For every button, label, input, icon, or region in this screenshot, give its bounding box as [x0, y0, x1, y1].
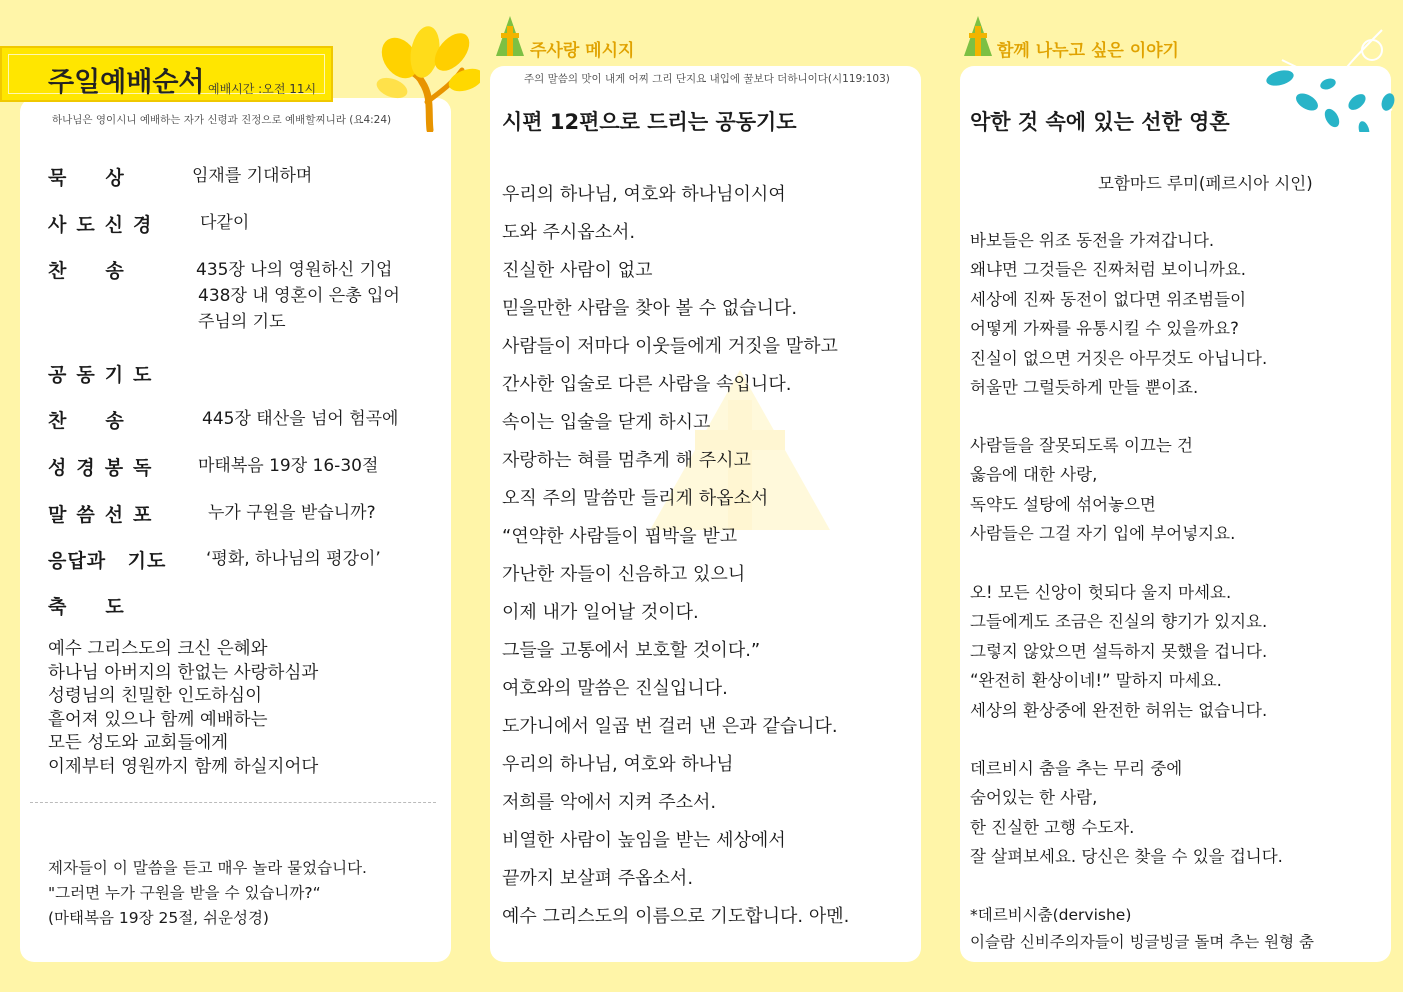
order-value-hymn-1: 435장 나의 영원하신 기업: [196, 260, 393, 280]
cross-icon: [492, 12, 528, 56]
prayer-line: 비열한 사람이 높임을 받는 세상에서: [502, 830, 786, 851]
order-value-hymn-2: 445장 태산을 넘어 험곡에: [202, 409, 399, 429]
order-value-sermon: 누가 구원을 받습니까?: [208, 503, 376, 523]
footnote-term: *데르비시춤(dervishe): [970, 906, 1132, 924]
prayer-line: 자랑하는 혀를 멈추게 해 주시고: [502, 450, 751, 471]
order-label-scripture: 성경봉독: [48, 457, 162, 479]
poem-line: 사람들을 잘못되도록 이끄는 건: [970, 436, 1193, 455]
prayer-line: 속이는 입술을 닫게 하시고: [502, 412, 711, 433]
prayer-line: 그들을 고통에서 보호할 것이다.”: [502, 640, 761, 661]
order-value-response: ‘평화, 하나님의 평강이’: [206, 549, 381, 569]
prayer-body: [502, 176, 849, 936]
prayer-title: 시편 12편으로 드리는 공동기도: [502, 110, 797, 134]
poem-line: 세상의 환상중에 완전한 허위는 없습니다.: [970, 700, 1268, 720]
order-label-meditation: 묵 상: [48, 167, 134, 189]
poem-line: “완전히 환상이네!” 말하지 마세요.: [970, 671, 1222, 691]
prayer-line: 간사한 입술로 다른 사람을 속입니다.: [502, 374, 792, 395]
prayer-line: 이제 내가 일어날 것이다.: [502, 602, 699, 623]
stanza-2: [970, 431, 1235, 549]
order-value-hymn-1-extra: 438장 내 영혼이 은총 입어: [198, 286, 400, 306]
stanza-1: [970, 226, 1267, 402]
theme-verse: 하나님은 영이시니 예배하는 자가 신령과 진정으로 예배할찌니라 (요4:24): [52, 114, 392, 126]
leaves-icon: [1262, 20, 1400, 132]
benediction-text: 예수 그리스도의 크신 은혜와 하나님 아버지의 한없는 사랑하심과 성령님의 친밀한 인도하심이 흩어져 있으나 함께 예배하는 모든 성도와 교회들에게 이제부터 영원까지 함께 하실지어다: [48, 639, 319, 777]
prayer-line: 끝까지 보살펴 주옵소서.: [502, 868, 694, 889]
divider: [30, 802, 436, 803]
order-value-creed: 다같이: [200, 213, 250, 233]
order-label-common-prayer: 공동기도: [48, 364, 162, 386]
message-header: 주사랑 메시지: [530, 41, 635, 61]
prayer-line: 여호와의 말씀은 진실입니다.: [502, 678, 728, 699]
order-label-benediction: 축 도: [48, 596, 134, 618]
message-subverse: 주의 말씀의 맛이 내게 어찌 그리 단지요 내입에 꿀보다 더하니이다(시119:103): [524, 73, 890, 85]
poem-line: 어떻게 가짜를 유통시킬 수 있을까요?: [970, 319, 1239, 339]
poem-line: 왜냐면 그것들은 진짜처럼 보이니까요.: [970, 260, 1247, 280]
order-value-lords-prayer: 주님의 기도: [198, 312, 286, 332]
footnote-text: 이슬람 신비주의자들이 빙글빙글 돌며 추는 원형 춤: [970, 933, 1314, 951]
story-author: 모함마드 루미(페르시아 시인): [1098, 174, 1313, 193]
order-label-creed: 사도신경: [48, 214, 162, 236]
poem-line: 옳음에 대한 사랑,: [970, 465, 1098, 485]
order-label-hymn-1: 찬 송: [48, 260, 134, 282]
footnote: [970, 902, 1314, 956]
order-value-scripture: 마태복음 19장 16-30절: [198, 456, 379, 476]
service-time: 예배시간 :오전 11시: [208, 82, 317, 96]
prayer-line: 도가니에서 일곱 번 걸러 낸 은과 같습니다.: [502, 716, 838, 737]
order-label-sermon: 말씀선포: [48, 504, 162, 526]
poem-line: 데르비시 춤을 추는 무리 중에: [970, 759, 1183, 778]
poem-line: 한 진실한 고행 수도자.: [970, 817, 1135, 837]
page-title: 주일예배순서: [48, 67, 205, 98]
prayer-line: 사람들이 저마다 이웃들에게 거짓을 말하고: [502, 336, 838, 357]
poem-line: 허울만 그럴듯하게 만들 뿐이죠.: [970, 378, 1199, 398]
poem-line: 그렇지 않았으면 설득하지 못했을 겁니다.: [970, 641, 1268, 661]
poem-line: 세상에 진짜 동전이 없다면 위조범들이: [970, 289, 1247, 309]
prayer-line: 가난한 자들이 신음하고 있으니: [502, 564, 746, 585]
prayer-line: 오직 주의 말씀만 들리게 하옵소서: [502, 488, 769, 509]
poem-line: 잘 살펴보세요. 당신은 찾을 수 있을 겁니다.: [970, 847, 1283, 867]
story-header: 함께 나누고 싶은 이야기: [997, 41, 1179, 61]
stanza-4: [970, 754, 1283, 872]
prayer-line: 우리의 하나님, 여호와 하나님이시여: [502, 184, 786, 205]
prayer-line: 진실한 사람이 없고: [502, 260, 653, 281]
prayer-line: 저희를 악에서 지켜 주소서.: [502, 792, 717, 813]
poem-line: 오! 모든 신앙이 헛되다 울지 마세요.: [970, 583, 1232, 602]
poem-line: 독약도 설탕에 섞어놓으면: [970, 494, 1156, 514]
poem-line: 그들에게도 조금은 진실의 향기가 있지요.: [970, 612, 1268, 632]
prayer-line: 믿을만한 사람을 찾아 볼 수 없습니다.: [502, 298, 798, 319]
poem-line: 바보들은 위조 동전을 가져갑니다.: [970, 231, 1215, 250]
prayer-line: “연약한 사람들이 핍박을 받고: [502, 526, 738, 547]
prayer-line: 도와 주시옵소서.: [502, 222, 636, 243]
tree-icon: [370, 22, 480, 132]
story-title: 악한 것 속에 있는 선한 영혼: [970, 110, 1230, 134]
order-label-hymn-2: 찬 송: [48, 410, 134, 432]
prayer-line: 우리의 하나님, 여호와 하나님: [502, 754, 734, 775]
cross-icon: [960, 12, 996, 56]
poem-line: 숨어있는 한 사람,: [970, 788, 1098, 808]
stanza-3: [970, 578, 1267, 725]
closing-verse: 제자들이 이 말씀을 듣고 매우 놀라 물었습니다. "그러면 누가 구원을 받을 수 있습니까?“ (마태복음 19장 25절, 쉬운성경): [48, 859, 367, 927]
order-value-meditation: 임재를 기대하며: [192, 166, 313, 186]
poem-line: 사람들은 그걸 자기 입에 부어넣지요.: [970, 524, 1236, 544]
poem-line: 진실이 없으면 거짓은 아무것도 아닙니다.: [970, 348, 1268, 368]
order-label-response: 응답과 기도: [48, 550, 167, 572]
prayer-line: 예수 그리스도의 이름으로 기도합니다. 아멘.: [502, 906, 850, 927]
